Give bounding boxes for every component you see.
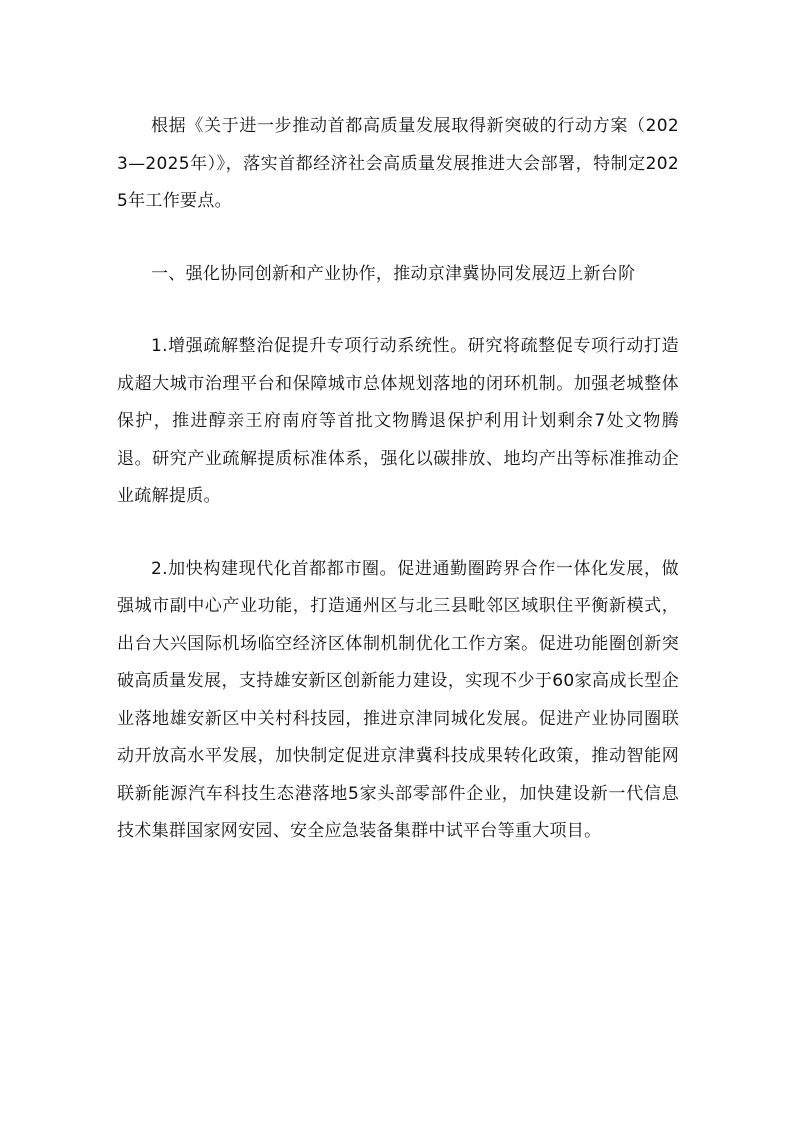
item-2-paragraph: 2.加快构建现代化首都都市圈。促进通勤圈跨界合作一体化发展，做强城市副中心产业功能，打造通州区与北三县毗邻区域职住平衡新模式，出台大兴国际机场临空经济区体制机制优化工作方案。促进功能圈创新突破高质量发展，支持雄安新区创新能力建设，实现不少于60家高成长型企业落地雄安新区中关村科技园，推进京津同城化发展。促进产业协同圈联动开放高水平发展，加快制定促进京津冀科技成果转化政策，推动智能网联新能源汽车科技生态港落地5家头部零部件企业，加快建设新一代信息技术集群国家网安园、安全应急装备集群中试平台等重大项目。 xyxy=(117,558,679,841)
section-heading: 一、强化协同创新和产业协作，推动京津冀协同发展迈上新台阶 xyxy=(151,263,636,284)
paragraph-spacer xyxy=(117,293,679,328)
document-body xyxy=(117,108,679,851)
paragraph-spacer xyxy=(117,516,679,551)
intro-paragraph: 根据《关于进一步推动首都高质量发展取得新突破的行动方案（2023—2025年）》，落实首都经济社会高质量发展推进大会部署，特制定2025年工作要点。 xyxy=(117,116,679,211)
item-1-paragraph: 1.增强疏解整治促提升专项行动系统性。研究将疏整促专项行动打造成超大城市治理平台和保障城市总体规划落地的闭环机制。加强老城整体保护，推进醇亲王府南府等首批文物腾退保护利用计划剩余7处文物腾退。研究产业疏解提质标准体系，强化以碳排放、地均产出等标准推动企业疏解提质。 xyxy=(117,336,679,506)
paragraph-spacer xyxy=(117,221,679,256)
